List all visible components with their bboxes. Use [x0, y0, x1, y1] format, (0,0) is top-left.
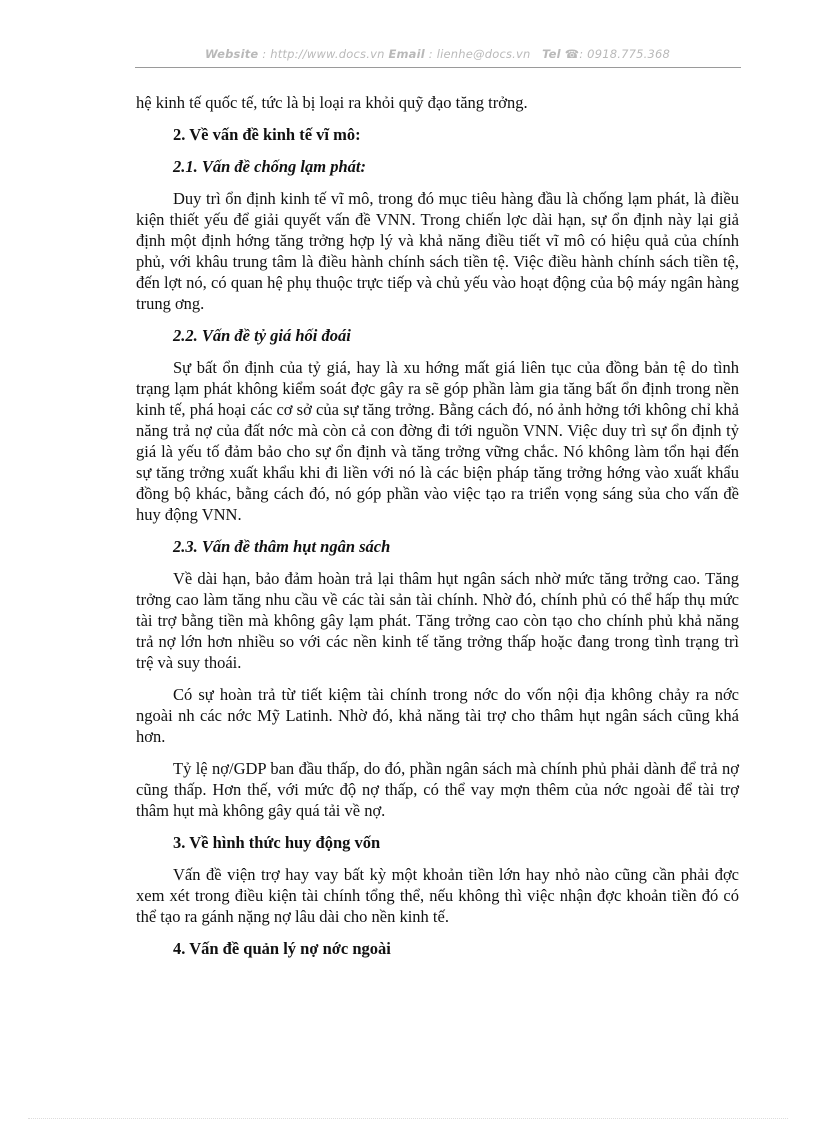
email-label: Email — [388, 47, 425, 61]
heading-foreign-debt: 4. Vấn đề quản lý nợ nớc ngoài — [173, 939, 391, 958]
paragraph-continued: hệ kinh tế quốc tế, tức là bị loại ra khỏi quỹ đạo tăng trởng. — [136, 93, 528, 112]
paragraph-capital-mobilization: Vấn đề viện trợ hay vay bất kỳ một khoản tiền lớn hay nhỏ nào cũng cần phải đợc xem xét trong điều kiện tài chính tổng thể, nếu không thì việc nhận đợc khoản tiền đó có thể tạo ra gánh nặng nợ lâu dài cho nền kinh tế. — [136, 865, 739, 926]
email-value[interactable]: lienhe@docs.vn — [436, 47, 531, 61]
heading-macroeconomics: 2. Về vấn đề kinh tế vĩ mô: — [173, 125, 361, 144]
heading-capital-mobilization: 3. Về hình thức huy động vốn — [173, 833, 381, 852]
document-body — [136, 92, 739, 959]
page-header: Website : http://www.docs.vn Email : lienhe@docs.vn Tel ☎: 0918.775.368 — [204, 47, 671, 61]
header-divider — [135, 67, 741, 68]
tel-value: 0918.775.368 — [587, 47, 671, 61]
heading-budget-deficit: 2.3. Vấn đề thâm hụt ngân sách — [173, 537, 391, 556]
website-label: Website — [204, 47, 259, 61]
website-url[interactable]: http://www.docs.vn — [270, 47, 385, 61]
phone-icon: ☎ — [564, 47, 580, 61]
paragraph-debt-ratio: Tỷ lệ nợ/GDP ban đầu thấp, do đó, phần ngân sách mà chính phủ phải dành để trả nợ cũng thấp. Hơn thế, với mức độ nợ thấp, có thể vay mợn thêm của nớc ngoài để tài trợ thâm hụt mà không gây quá tải về nợ. — [136, 759, 739, 820]
heading-exchange-rate: 2.2. Vấn đề tỷ giá hối đoái — [173, 326, 351, 345]
tel-label: Tel — [542, 47, 561, 61]
paragraph-exchange-rate: Sự bất ổn định của tỷ giá, hay là xu hớng mất giá liên tục của đồng bản tệ do tình trạng lạm phát không kiểm soát đợc gây ra sẽ góp phần làm gia tăng bất ổn định trong nền kinh tế, phá hoại các cơ sở của sự tăng trởng. Bằng cách đó, nó ảnh hởng tới không chỉ khả năng trả nợ của đất nớc mà còn cả con đờng đi tới nguồn VNN. Việc duy trì sự ổn định tỷ giá là yếu tố đảm bảo cho sự ổn định và tăng trởng vững chắc. Nó không làm tổn hại đến sự tăng trởng xuất khẩu khi đi liền với nó là các biện pháp tăng trởng hớng vào xuất khẩu đồng bộ khác, bằng cách đó, nó góp phần vào việc tạo ra triển vọng sáng sủa cho vấn đề huy động VNN. — [136, 358, 739, 524]
paragraph-budget-deficit: Về dài hạn, bảo đảm hoàn trả lại thâm hụt ngân sách nhờ mức tăng trởng cao. Tăng trởng cao làm tăng nhu cầu về các tài sản tài chính. Nhờ đó, chính phủ có thể hấp thụ mức tài trợ bằng tiền mà không gây lạm phát. Tăng trởng cao còn tạo cho chính phủ khả năng trả nợ lớn hơn nhiều so với các nền kinh tế tăng trởng thấp hoặc đang trong tình trạng trì trệ và suy thoái. — [136, 569, 739, 672]
paragraph-inflation: Duy trì ổn định kinh tế vĩ mô, trong đó mục tiêu hàng đầu là chống lạm phát, là điều kiện thiết yếu để giải quyết vấn đề VNN. Trong chiến lợc dài hạn, sự ổn định này lại giả định một định hớng tăng trởng hợp lý và khả năng điều tiết vĩ mô có hiệu quả của chính phủ, với khâu trung tâm là điều hành chính sách tiền tệ. Việc điều hành chính sách tiền tệ, đến lợt nó, có quan hệ phụ thuộc trực tiếp và chủ yếu vào hoạt động của bộ máy ngân hàng trung ơng. — [136, 189, 739, 313]
footer-divider — [28, 1118, 788, 1119]
heading-inflation: 2.1. Vấn đề chống lạm phát: — [173, 157, 366, 176]
paragraph-domestic-savings: Có sự hoàn trả từ tiết kiệm tài chính trong nớc do vốn nội địa không chảy ra nớc ngoài nh các nớc Mỹ Latinh. Nhờ đó, khả năng tài trợ cho thâm hụt ngân sách cũng khá hơn. — [136, 685, 739, 746]
